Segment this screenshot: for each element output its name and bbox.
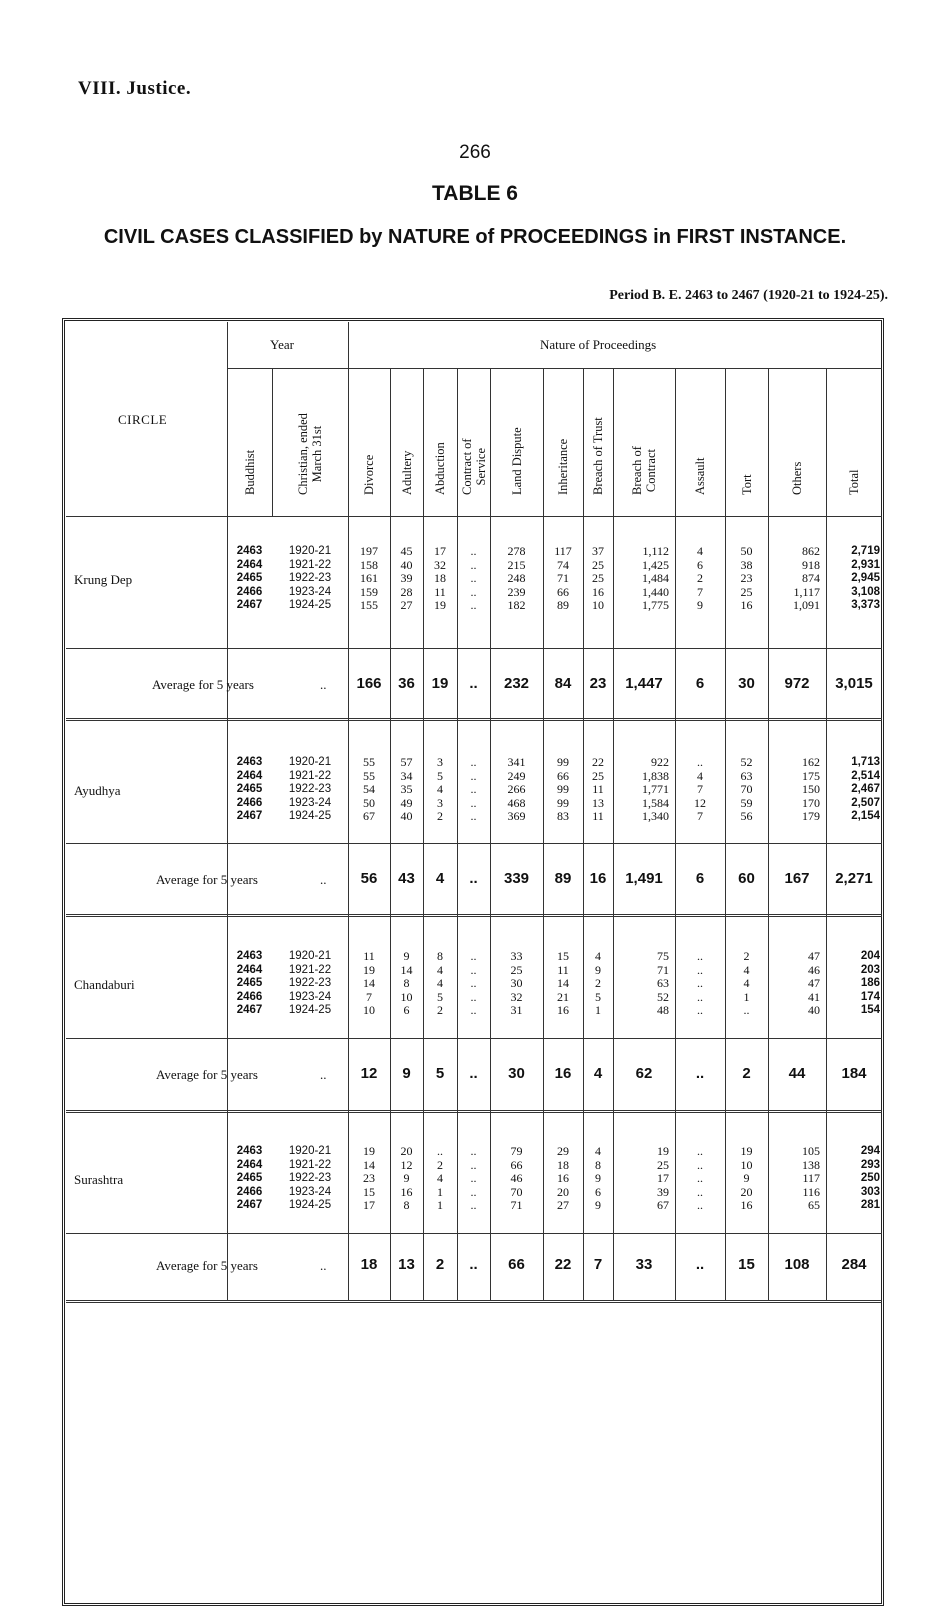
cell-christian: 1920-21 1921-22 1922-23 1923-24 1924-25 [288, 950, 332, 1016]
average-others: 972 [784, 675, 810, 692]
cell-abduction: 8 4 4 5 2 [437, 949, 443, 1017]
nature-header: Nature of Proceedings [540, 337, 657, 352]
average-adultery: 9 [402, 1065, 411, 1082]
average-label: Average for 5 years [152, 677, 254, 692]
cell-inheritance: 15 11 14 21 16 [557, 949, 569, 1017]
cell-total: 294 293 250 303 281 [860, 1145, 880, 1211]
cell-breach-contract: 19 25 17 39 67 [657, 1144, 669, 1212]
column-rule [543, 368, 544, 516]
cell-others: 862 918 874 1,117 1,091 [793, 544, 820, 612]
cell-adultery: 20 12 9 16 8 [400, 1144, 413, 1212]
section-label: VIII. Justice. [78, 78, 192, 99]
header-contract-service: Contract of Service [459, 438, 488, 495]
circle-name: Krung Dep [74, 572, 133, 587]
average-others: 167 [784, 870, 810, 887]
average-breach-contract: 1,447 [625, 675, 663, 692]
cell-buddhist: 2463 2464 2465 2466 2467 [236, 756, 263, 822]
cell-christian: 1920-21 1921-22 1922-23 1923-24 1924-25 [288, 1145, 332, 1211]
cell-total: 2,719 2,931 2,945 3,108 3,373 [851, 545, 880, 611]
average-total: 184 [841, 1065, 867, 1082]
circle-name: Chandaburi [74, 977, 135, 992]
average-divorce: 56 [360, 870, 378, 887]
average-adultery: 43 [398, 870, 415, 887]
column-rule [768, 368, 769, 516]
header-christian: Christian, ended March 31st [296, 413, 324, 495]
average-contract-service: .. [469, 1065, 478, 1082]
cell-land-dispute: 278 215 248 239 182 [507, 544, 526, 612]
table-title: TABLE 6 [432, 182, 518, 205]
column-rule [457, 368, 458, 516]
average-dots: .. [320, 1067, 327, 1082]
cell-assault: .. .. .. .. .. [697, 1144, 703, 1212]
average-adultery: 13 [398, 1256, 415, 1273]
average-assault: .. [695, 1065, 705, 1082]
header-total: Total [847, 469, 861, 495]
section-rule [66, 914, 882, 917]
cell-others: 162 175 150 170 179 [802, 755, 820, 823]
average-land-dispute: 232 [503, 675, 530, 692]
header-breach-contract: Breach of Contract [630, 446, 658, 495]
cell-tort: 52 63 70 59 56 [740, 755, 753, 823]
average-breach-contract: 62 [635, 1065, 653, 1082]
average-abduction: 5 [435, 1065, 445, 1082]
column-rule [675, 368, 676, 516]
average-tort: 30 [738, 675, 755, 692]
column-rule [390, 368, 391, 516]
cell-tort: 2 4 4 1 .. [743, 949, 750, 1017]
average-label: Average for 5 years [156, 1067, 258, 1082]
cell-breach-contract: 922 1,838 1,771 1,584 1,340 [642, 755, 669, 823]
average-tort: 60 [738, 870, 755, 887]
average-rule [66, 1233, 882, 1234]
average-assault: 6 [695, 870, 705, 887]
average-tort: 2 [742, 1065, 751, 1082]
cell-buddhist: 2463 2464 2465 2466 2467 [236, 1145, 263, 1211]
header-abduction: Abduction [433, 442, 447, 495]
header-inheritance: Inheritance [556, 438, 570, 495]
section-rule [66, 718, 882, 721]
average-breach-contract: 33 [635, 1256, 653, 1273]
cell-assault: 4 6 2 7 9 [697, 544, 703, 612]
header-adultery: Adultery [399, 450, 414, 495]
cell-breach-trust: 4 8 9 6 9 [595, 1144, 601, 1212]
column-rule [423, 368, 424, 516]
cell-contract-service: .. .. .. .. .. [470, 1144, 477, 1212]
cell-adultery: 9 14 8 10 6 [400, 949, 413, 1017]
cell-total: 1,713 2,514 2,467 2,507 2,154 [851, 756, 880, 822]
cell-adultery: 45 40 39 28 27 [400, 544, 413, 612]
average-divorce: 12 [360, 1065, 378, 1082]
average-breach-contract: 1,491 [625, 870, 663, 887]
average-abduction: 4 [435, 870, 445, 887]
cell-buddhist: 2463 2464 2465 2466 2467 [236, 950, 263, 1016]
header-buddhist: Buddhist [242, 449, 257, 495]
cell-christian: 1920-21 1921-22 1922-23 1923-24 1924-25 [288, 545, 332, 611]
average-total: 284 [841, 1256, 867, 1273]
cell-contract-service: .. .. .. .. .. [470, 949, 477, 1017]
average-breach-trust: 23 [589, 675, 607, 692]
average-rule [66, 648, 882, 649]
average-inheritance: 16 [554, 1065, 572, 1082]
cell-others: 47 46 47 41 40 [808, 949, 820, 1017]
average-dots: .. [320, 1258, 327, 1273]
column-rule [725, 368, 726, 516]
cell-tort: 19 10 9 20 16 [740, 1144, 753, 1212]
average-label: Average for 5 years [156, 1258, 258, 1273]
year-header: Year [270, 337, 294, 352]
cell-assault: .. 4 7 12 7 [694, 755, 706, 823]
cell-inheritance: 29 18 16 20 27 [557, 1144, 569, 1212]
section-rule [66, 1110, 882, 1113]
average-land-dispute: 339 [503, 870, 530, 887]
cell-assault: .. .. .. .. .. [697, 949, 703, 1017]
cell-land-dispute: 79 66 46 70 71 [510, 1144, 523, 1212]
table-bottom-rule [66, 1300, 882, 1303]
cell-land-dispute: 341 249 266 468 369 [507, 755, 526, 823]
circle-name: Surashtra [74, 1172, 124, 1187]
header-rule-upper [227, 368, 882, 369]
average-breach-trust: 7 [593, 1256, 603, 1273]
cell-divorce: 19 14 23 15 17 [363, 1144, 375, 1212]
circle-header: CIRCLE [118, 412, 168, 427]
average-total: 2,271 [835, 870, 873, 887]
cell-abduction: 17 32 18 11 19 [434, 544, 446, 612]
cell-tort: 50 38 23 25 16 [740, 544, 753, 612]
average-adultery: 36 [398, 675, 415, 692]
cell-adultery: 57 34 35 49 40 [400, 755, 413, 823]
column-rule [826, 368, 827, 516]
header-assault: Assault [693, 457, 707, 495]
average-abduction: 2 [435, 1256, 445, 1273]
average-dots: .. [320, 677, 327, 692]
average-land-dispute: 66 [508, 1256, 525, 1273]
average-rule [66, 1038, 882, 1039]
header-land-dispute: Land Dispute [509, 427, 524, 495]
cell-divorce: 11 19 14 7 10 [363, 949, 375, 1017]
average-rule [66, 843, 882, 844]
page-number: 266 [459, 142, 491, 163]
column-rule [490, 368, 491, 516]
average-divorce: 18 [360, 1256, 378, 1273]
average-others: 44 [788, 1065, 806, 1082]
cell-breach-contract: 1,112 1,425 1,484 1,440 1,775 [642, 544, 669, 612]
cell-christian: 1920-21 1921-22 1922-23 1923-24 1924-25 [288, 756, 332, 822]
average-breach-trust: 4 [593, 1065, 603, 1082]
cell-inheritance: 99 66 99 99 83 [557, 755, 569, 823]
cell-abduction: .. 2 4 1 1 [437, 1144, 443, 1212]
header-rule-lower [66, 516, 882, 517]
average-assault: .. [695, 1256, 705, 1273]
cell-land-dispute: 33 25 30 32 31 [510, 949, 523, 1017]
average-divorce: 166 [356, 675, 382, 692]
average-contract-service: .. [469, 675, 478, 692]
column-rule [613, 368, 614, 516]
average-contract-service: .. [469, 870, 478, 887]
average-inheritance: 89 [554, 870, 572, 887]
average-assault: 6 [695, 675, 705, 692]
cell-breach-trust: 4 9 2 5 1 [595, 949, 601, 1017]
header-others: Others [790, 461, 804, 495]
average-land-dispute: 30 [508, 1065, 525, 1082]
cell-breach-trust: 37 25 25 16 10 [592, 544, 604, 612]
header-breach-trust: Breach of Trust [591, 417, 605, 495]
cell-abduction: 3 5 4 3 2 [437, 755, 443, 823]
average-others: 108 [784, 1256, 810, 1273]
cell-total: 204 203 186 174 154 [860, 950, 880, 1016]
average-tort: 15 [738, 1256, 755, 1273]
period-note: Period B. E. 2463 to 2467 (1920-21 to 1924-25). [609, 288, 888, 303]
cell-inheritance: 117 74 71 66 89 [554, 544, 572, 612]
column-rule [272, 368, 273, 516]
average-inheritance: 22 [554, 1256, 572, 1273]
cell-breach-trust: 22 25 11 13 11 [592, 755, 604, 823]
average-total: 3,015 [835, 675, 873, 692]
cell-divorce: 55 55 54 50 67 [363, 755, 375, 823]
cell-buddhist: 2463 2464 2465 2466 2467 [236, 545, 263, 611]
average-inheritance: 84 [554, 675, 572, 692]
header-tort: Tort [739, 474, 754, 495]
circle-name: Ayudhya [74, 783, 121, 798]
average-abduction: 19 [431, 675, 449, 692]
average-label: Average for 5 years [156, 872, 258, 887]
average-breach-trust: 16 [589, 870, 607, 887]
average-contract-service: .. [469, 1256, 478, 1273]
cell-others: 105 138 117 116 65 [802, 1144, 820, 1212]
cell-contract-service: .. .. .. .. .. [470, 544, 477, 612]
cell-breach-contract: 75 71 63 52 48 [657, 949, 669, 1017]
table-subtitle: CIVIL CASES CLASSIFIED by NATURE of PROCEEDINGS in FIRST INSTANCE. [103, 226, 847, 248]
header-divorce: Divorce [362, 454, 376, 495]
average-dots: .. [320, 872, 327, 887]
cell-divorce: 197 158 161 159 155 [360, 544, 378, 612]
cell-contract-service: .. .. .. .. .. [470, 755, 477, 823]
column-rule [583, 368, 584, 516]
